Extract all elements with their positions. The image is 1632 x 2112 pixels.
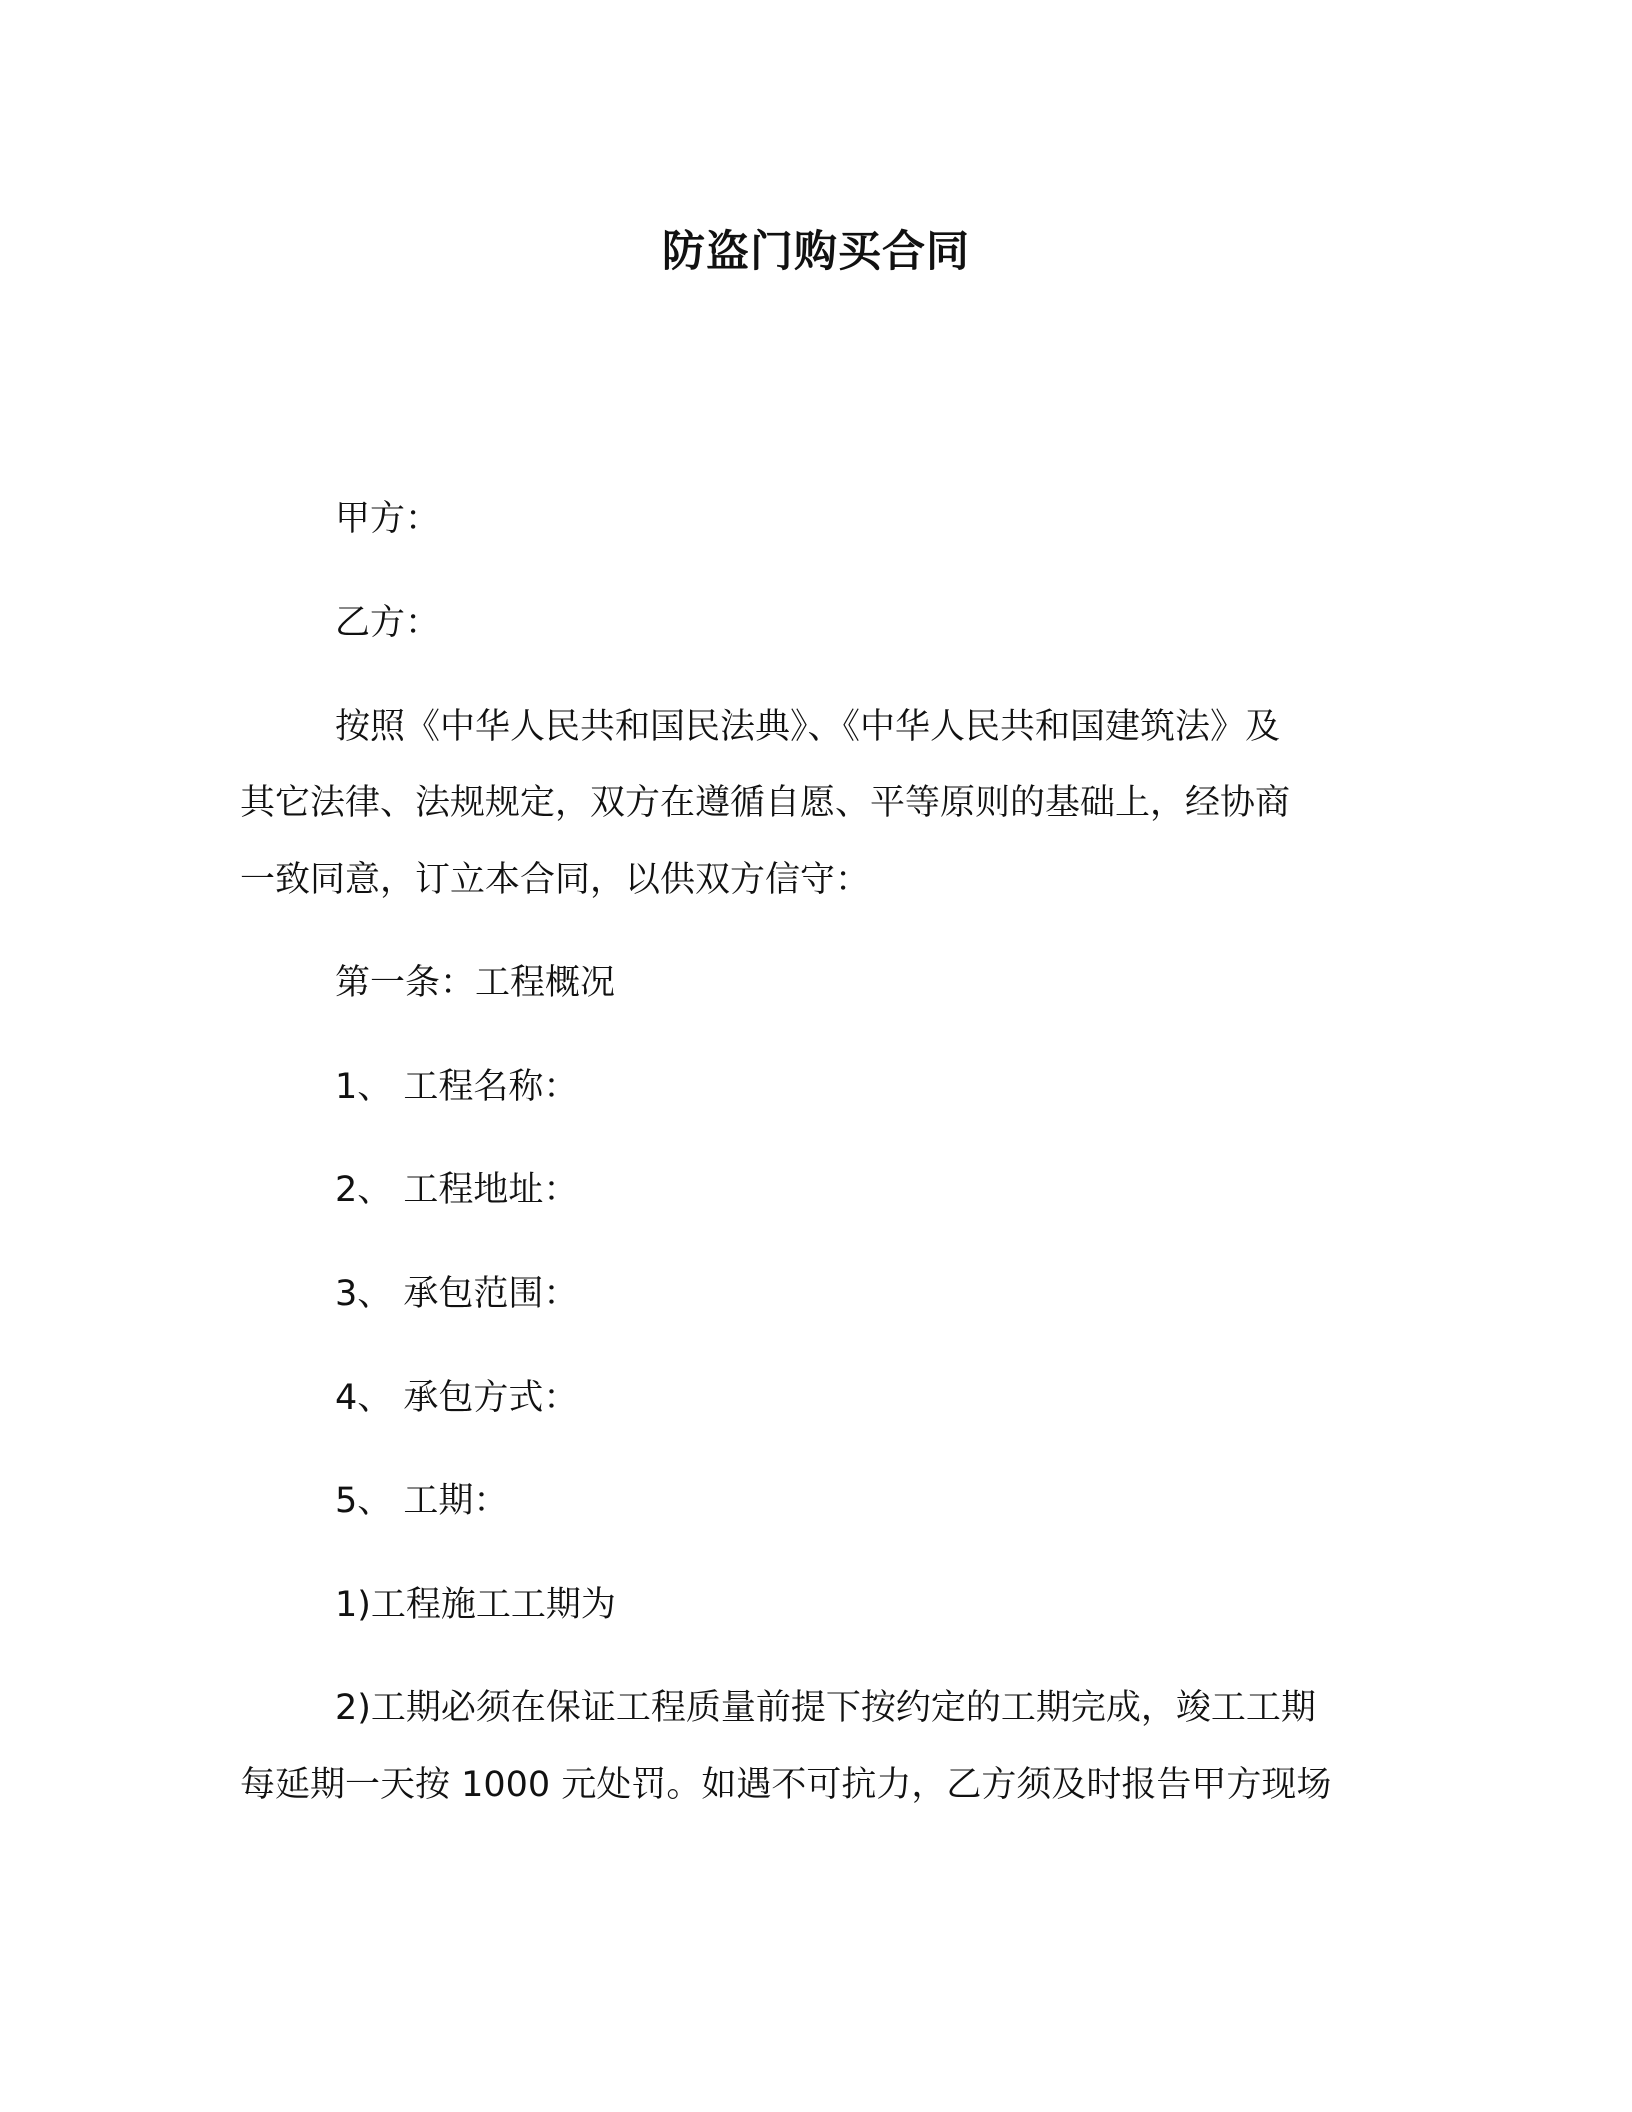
item-project-address: 2、 工程地址：	[335, 1170, 579, 1210]
document-title: 防盗门购买合同	[662, 227, 970, 277]
item-contract-method: 4、 承包方式：	[335, 1378, 579, 1418]
party-a-line: 甲方：	[335, 499, 441, 539]
article-1-heading: 第一条：工程概况	[335, 963, 616, 1003]
sub-item-1: 1)工程施工工期为	[335, 1585, 616, 1625]
party-b-line: 乙方：	[335, 603, 441, 643]
sub-item-2-line-1: 2)工期必须在保证工程质量前提下按约定的工期完成，竣工工期	[335, 1688, 1316, 1728]
item-project-name: 1、 工程名称：	[335, 1067, 579, 1107]
intro-line-3: 一致同意，订立本合同，以供双方信守：	[240, 860, 871, 900]
item-contract-scope: 3、 承包范围：	[335, 1274, 579, 1314]
intro-line-1: 按照《中华人民共和国民法典》、《中华人民共和国建筑法》及	[335, 707, 1281, 747]
intro-line-2: 其它法律、法规规定，双方在遵循自愿、平等原则的基础上，经协商	[240, 783, 1291, 823]
sub-item-2-line-2: 每延期一天按 1000 元处罚。如遇不可抗力，乙方须及时报告甲方现场	[240, 1765, 1332, 1805]
item-duration: 5、 工期：	[335, 1481, 509, 1521]
